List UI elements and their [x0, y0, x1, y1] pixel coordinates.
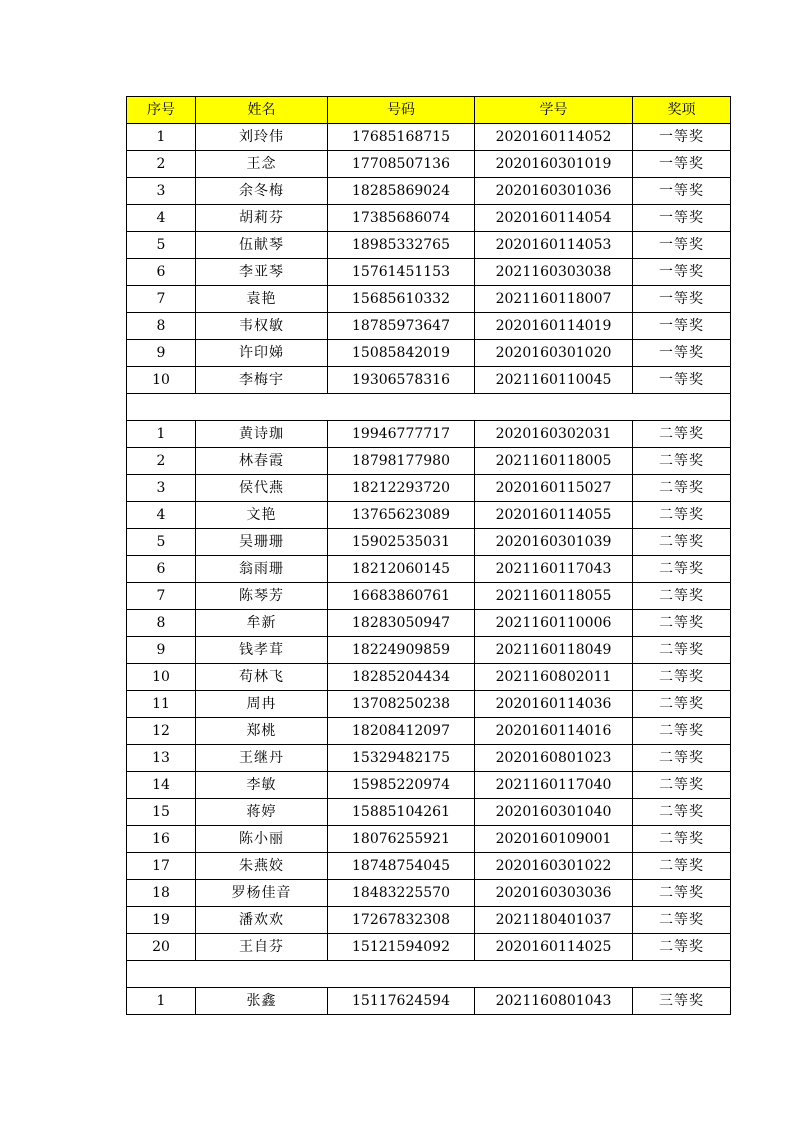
- award-cell: 一等奖: [633, 124, 731, 151]
- phone-cell: 18785973647: [328, 313, 475, 340]
- table-row: [127, 853, 731, 880]
- student-id-cell: 2020160301020: [475, 340, 633, 367]
- award-cell: 一等奖: [633, 340, 731, 367]
- student-id-cell: 2020160301019: [475, 151, 633, 178]
- table-row: [127, 664, 731, 691]
- student-id-cell: 2021160110045: [475, 367, 633, 394]
- name-cell: 刘玲伟: [196, 124, 328, 151]
- table-row: [127, 205, 731, 232]
- index-cell: 3: [127, 178, 196, 205]
- student-id-cell: 2020160302031: [475, 421, 633, 448]
- name-cell: 胡莉芬: [196, 205, 328, 232]
- table-row: [127, 151, 731, 178]
- name-cell: 周冉: [196, 691, 328, 718]
- phone-cell: 18285204434: [328, 664, 475, 691]
- phone-cell: 17385686074: [328, 205, 475, 232]
- award-cell: 二等奖: [633, 718, 731, 745]
- table-row: [127, 907, 731, 934]
- index-cell: 14: [127, 772, 196, 799]
- table-row: [127, 502, 731, 529]
- phone-cell: 18798177980: [328, 448, 475, 475]
- table-row: [127, 286, 731, 313]
- name-cell: 张鑫: [196, 988, 328, 1015]
- student-id-cell: 2021160118005: [475, 448, 633, 475]
- phone-cell: 15685610332: [328, 286, 475, 313]
- award-cell: 一等奖: [633, 178, 731, 205]
- separator-cell: [127, 394, 731, 421]
- award-cell: 二等奖: [633, 745, 731, 772]
- student-id-cell: 2020160114052: [475, 124, 633, 151]
- award-cell: 三等奖: [633, 988, 731, 1015]
- phone-cell: 15121594092: [328, 934, 475, 961]
- phone-cell: 15985220974: [328, 772, 475, 799]
- index-cell: 12: [127, 718, 196, 745]
- table-row: [127, 934, 731, 961]
- table-row: [127, 772, 731, 799]
- award-cell: 二等奖: [633, 421, 731, 448]
- index-cell: 10: [127, 664, 196, 691]
- award-cell: 一等奖: [633, 205, 731, 232]
- award-cell: 二等奖: [633, 934, 731, 961]
- index-cell: 1: [127, 988, 196, 1015]
- award-cell: 二等奖: [633, 907, 731, 934]
- student-id-cell: 2020160114036: [475, 691, 633, 718]
- name-cell: 潘欢欢: [196, 907, 328, 934]
- student-id-cell: 2021160117043: [475, 556, 633, 583]
- student-id-cell: 2021180401037: [475, 907, 633, 934]
- award-cell: 二等奖: [633, 880, 731, 907]
- student-id-cell: 2020160114053: [475, 232, 633, 259]
- index-cell: 8: [127, 610, 196, 637]
- phone-cell: 18283050947: [328, 610, 475, 637]
- award-cell: 二等奖: [633, 664, 731, 691]
- name-cell: 牟新: [196, 610, 328, 637]
- index-cell: 7: [127, 286, 196, 313]
- table-row: [127, 124, 731, 151]
- award-cell: 二等奖: [633, 610, 731, 637]
- student-id-cell: 2021160118049: [475, 637, 633, 664]
- phone-cell: 18985332765: [328, 232, 475, 259]
- table-row: [127, 826, 731, 853]
- header-student-id: 学号: [475, 97, 633, 124]
- name-cell: 郑桃: [196, 718, 328, 745]
- student-id-cell: 2020160301022: [475, 853, 633, 880]
- index-cell: 5: [127, 232, 196, 259]
- table-row: [127, 637, 731, 664]
- index-cell: 10: [127, 367, 196, 394]
- index-cell: 9: [127, 637, 196, 664]
- index-cell: 16: [127, 826, 196, 853]
- index-cell: 11: [127, 691, 196, 718]
- table-row: [127, 232, 731, 259]
- student-id-cell: 2020160115027: [475, 475, 633, 502]
- award-cell: 二等奖: [633, 637, 731, 664]
- header-name: 姓名: [196, 97, 328, 124]
- name-cell: 陈琴芳: [196, 583, 328, 610]
- student-id-cell: 2020160109001: [475, 826, 633, 853]
- table-row: [127, 475, 731, 502]
- award-cell: 一等奖: [633, 313, 731, 340]
- phone-cell: 15885104261: [328, 799, 475, 826]
- student-id-cell: 2020160114054: [475, 205, 633, 232]
- header-phone: 号码: [328, 97, 475, 124]
- phone-cell: 18224909859: [328, 637, 475, 664]
- student-id-cell: 2020160801023: [475, 745, 633, 772]
- index-cell: 8: [127, 313, 196, 340]
- student-id-cell: 2021160110006: [475, 610, 633, 637]
- phone-cell: 19946777717: [328, 421, 475, 448]
- name-cell: 伍献琴: [196, 232, 328, 259]
- student-id-cell: 2021160117040: [475, 772, 633, 799]
- name-cell: 翁雨珊: [196, 556, 328, 583]
- name-cell: 侯代燕: [196, 475, 328, 502]
- index-cell: 20: [127, 934, 196, 961]
- index-cell: 13: [127, 745, 196, 772]
- phone-cell: 17267832308: [328, 907, 475, 934]
- phone-cell: 19306578316: [328, 367, 475, 394]
- name-cell: 余冬梅: [196, 178, 328, 205]
- table-row: [127, 529, 731, 556]
- index-cell: 1: [127, 421, 196, 448]
- header-row: [127, 97, 731, 124]
- phone-cell: 18212060145: [328, 556, 475, 583]
- phone-cell: 18285869024: [328, 178, 475, 205]
- award-cell: 一等奖: [633, 151, 731, 178]
- table-row: [127, 367, 731, 394]
- table-row: [127, 880, 731, 907]
- student-id-cell: 2021160802011: [475, 664, 633, 691]
- index-cell: 15: [127, 799, 196, 826]
- table-row: [127, 340, 731, 367]
- name-cell: 蒋婷: [196, 799, 328, 826]
- student-id-cell: 2020160301040: [475, 799, 633, 826]
- header-award: 奖项: [633, 97, 731, 124]
- award-cell: 二等奖: [633, 691, 731, 718]
- student-id-cell: 2021160801043: [475, 988, 633, 1015]
- name-cell: 苟林飞: [196, 664, 328, 691]
- index-cell: 6: [127, 556, 196, 583]
- table-row: [127, 610, 731, 637]
- table-row: [127, 799, 731, 826]
- student-id-cell: 2020160114016: [475, 718, 633, 745]
- award-cell: 一等奖: [633, 259, 731, 286]
- award-cell: 二等奖: [633, 529, 731, 556]
- award-cell: 一等奖: [633, 286, 731, 313]
- award-table: [126, 96, 731, 1015]
- name-cell: 王念: [196, 151, 328, 178]
- name-cell: 吴珊珊: [196, 529, 328, 556]
- phone-cell: 13765623089: [328, 502, 475, 529]
- table-row: [127, 313, 731, 340]
- award-cell: 二等奖: [633, 502, 731, 529]
- student-id-cell: 2020160303036: [475, 880, 633, 907]
- student-id-cell: 2021160118007: [475, 286, 633, 313]
- table-row: [127, 178, 731, 205]
- group-separator-row: [127, 394, 731, 421]
- award-cell: 二等奖: [633, 772, 731, 799]
- name-cell: 王继丹: [196, 745, 328, 772]
- award-cell: 二等奖: [633, 556, 731, 583]
- table-row: [127, 745, 731, 772]
- name-cell: 韦权敏: [196, 313, 328, 340]
- award-cell: 二等奖: [633, 583, 731, 610]
- phone-cell: 13708250238: [328, 691, 475, 718]
- table-row: [127, 583, 731, 610]
- table-row: [127, 556, 731, 583]
- name-cell: 钱孝茸: [196, 637, 328, 664]
- table-row: [127, 259, 731, 286]
- index-cell: 19: [127, 907, 196, 934]
- index-cell: 7: [127, 583, 196, 610]
- phone-cell: 16683860761: [328, 583, 475, 610]
- award-cell: 二等奖: [633, 799, 731, 826]
- group-separator-row: [127, 961, 731, 988]
- table-row: [127, 988, 731, 1015]
- index-cell: 6: [127, 259, 196, 286]
- award-cell: 二等奖: [633, 448, 731, 475]
- award-cell: 一等奖: [633, 367, 731, 394]
- student-id-cell: 2021160303038: [475, 259, 633, 286]
- award-cell: 一等奖: [633, 232, 731, 259]
- phone-cell: 17708507136: [328, 151, 475, 178]
- student-id-cell: 2021160118055: [475, 583, 633, 610]
- header-index: 序号: [127, 97, 196, 124]
- table-body: [127, 124, 731, 1015]
- name-cell: 文艳: [196, 502, 328, 529]
- phone-cell: 18748754045: [328, 853, 475, 880]
- table-header: [127, 97, 731, 124]
- table-row: [127, 448, 731, 475]
- name-cell: 李亚琴: [196, 259, 328, 286]
- phone-cell: 15329482175: [328, 745, 475, 772]
- name-cell: 陈小丽: [196, 826, 328, 853]
- student-id-cell: 2020160301036: [475, 178, 633, 205]
- index-cell: 18: [127, 880, 196, 907]
- index-cell: 17: [127, 853, 196, 880]
- name-cell: 朱燕姣: [196, 853, 328, 880]
- index-cell: 9: [127, 340, 196, 367]
- phone-cell: 15902535031: [328, 529, 475, 556]
- index-cell: 3: [127, 475, 196, 502]
- index-cell: 2: [127, 448, 196, 475]
- index-cell: 1: [127, 124, 196, 151]
- table-row: [127, 691, 731, 718]
- phone-cell: 18483225570: [328, 880, 475, 907]
- index-cell: 2: [127, 151, 196, 178]
- name-cell: 林春霞: [196, 448, 328, 475]
- name-cell: 李敏: [196, 772, 328, 799]
- student-id-cell: 2020160114019: [475, 313, 633, 340]
- phone-cell: 15117624594: [328, 988, 475, 1015]
- name-cell: 黄诗珈: [196, 421, 328, 448]
- name-cell: 袁艳: [196, 286, 328, 313]
- name-cell: 许印娣: [196, 340, 328, 367]
- index-cell: 4: [127, 205, 196, 232]
- phone-cell: 15761451153: [328, 259, 475, 286]
- separator-cell: [127, 961, 731, 988]
- student-id-cell: 2020160114055: [475, 502, 633, 529]
- award-cell: 二等奖: [633, 475, 731, 502]
- phone-cell: 17685168715: [328, 124, 475, 151]
- phone-cell: 18212293720: [328, 475, 475, 502]
- table-row: [127, 718, 731, 745]
- table-row: [127, 421, 731, 448]
- phone-cell: 18076255921: [328, 826, 475, 853]
- name-cell: 罗杨佳音: [196, 880, 328, 907]
- student-id-cell: 2020160301039: [475, 529, 633, 556]
- award-cell: 二等奖: [633, 853, 731, 880]
- index-cell: 5: [127, 529, 196, 556]
- name-cell: 李梅宇: [196, 367, 328, 394]
- name-cell: 王自芬: [196, 934, 328, 961]
- phone-cell: 18208412097: [328, 718, 475, 745]
- index-cell: 4: [127, 502, 196, 529]
- phone-cell: 15085842019: [328, 340, 475, 367]
- student-id-cell: 2020160114025: [475, 934, 633, 961]
- award-cell: 二等奖: [633, 826, 731, 853]
